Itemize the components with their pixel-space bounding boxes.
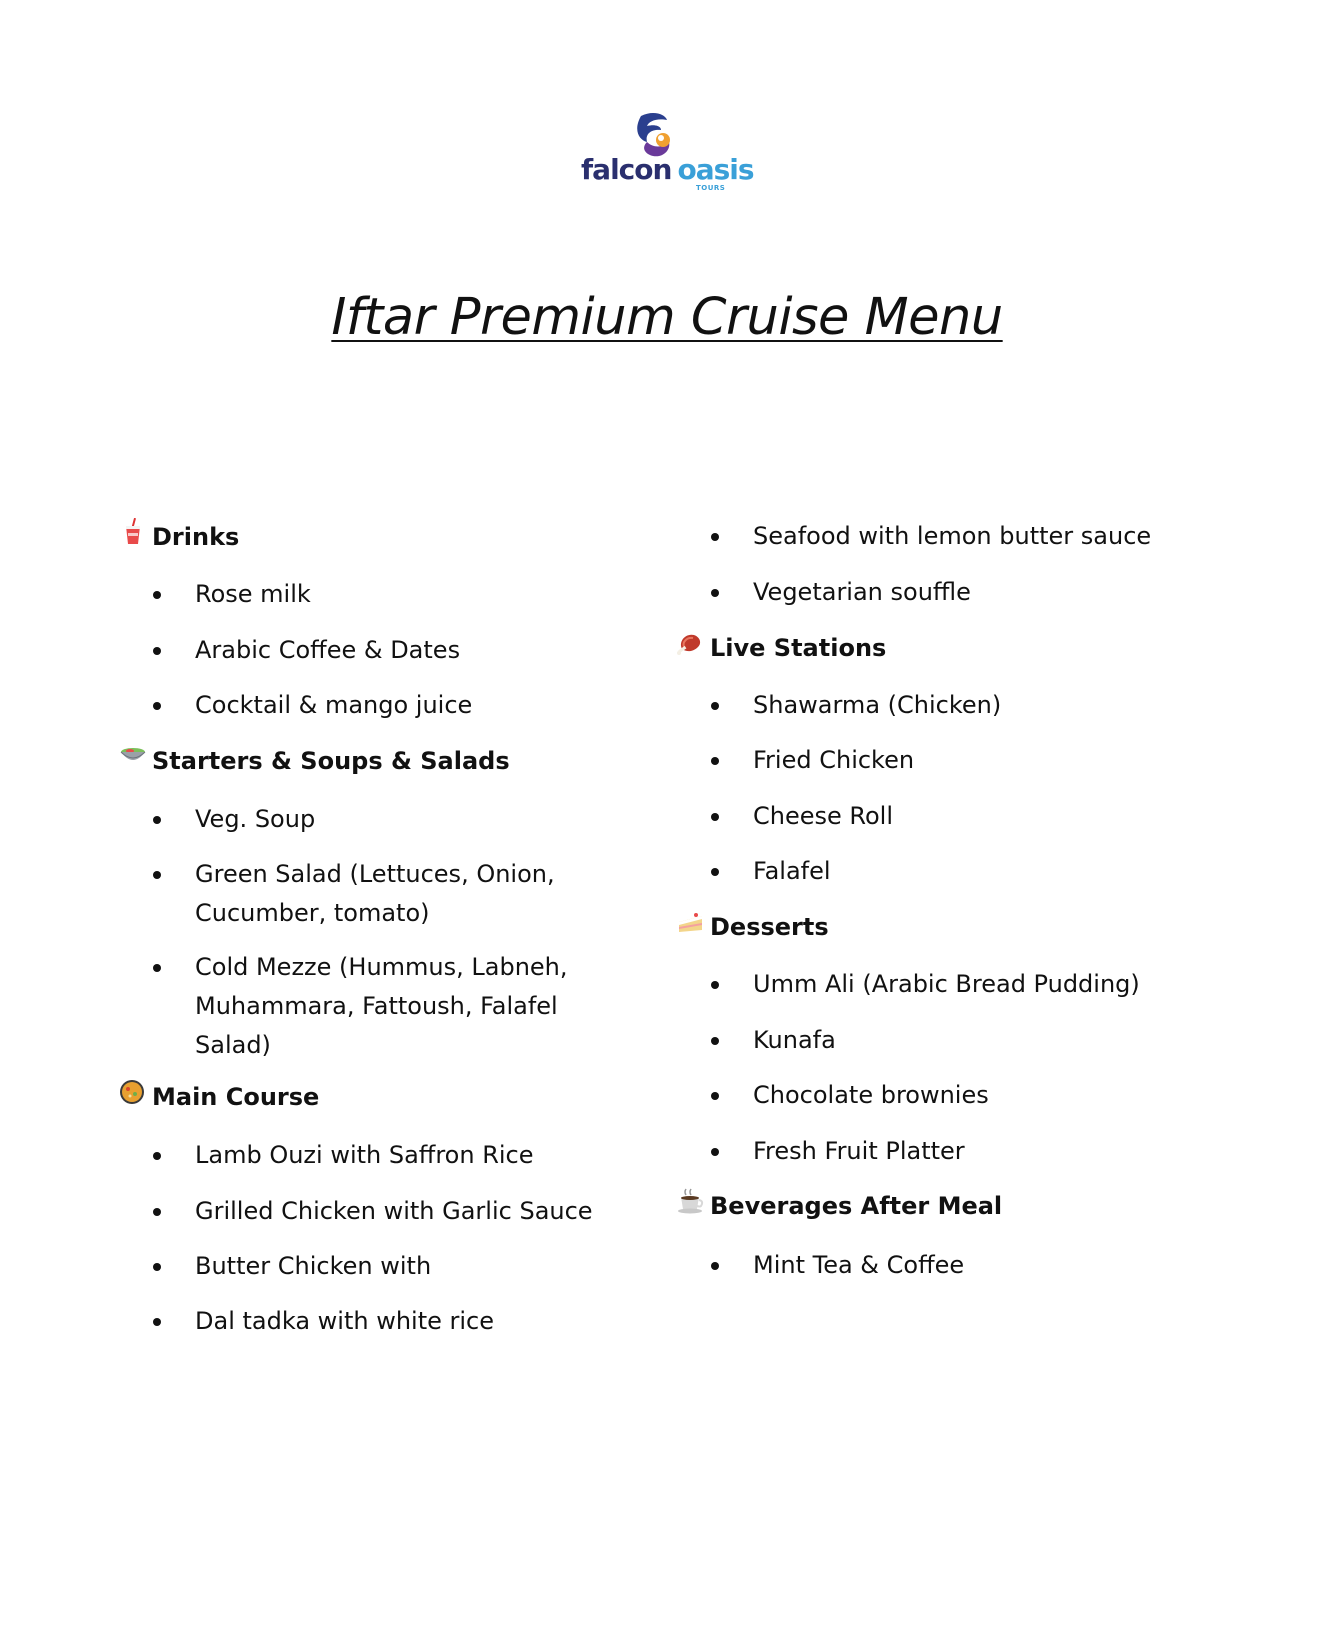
meat-on-bone-icon — [676, 629, 706, 659]
section-heading-beverages — [676, 1191, 1002, 1221]
list-item — [753, 852, 831, 891]
list-item-text: Cold Mezze (Hummus, Labneh, Muhammara, Fattoush, Falafel Salad) — [195, 953, 568, 1059]
list-item-text: Cocktail & mango juice — [195, 691, 473, 719]
list-item-text: Chocolate brownies — [753, 1081, 989, 1109]
section-heading-main-course — [118, 1082, 319, 1112]
list-item-text: Umm Ali (Arabic Bread Pudding) — [753, 970, 1140, 998]
bullet — [711, 533, 719, 541]
list-item — [195, 631, 460, 670]
cup-with-straw-icon — [118, 518, 148, 548]
list-item-text: Butter Chicken with — [195, 1252, 432, 1280]
list-item-text: Mint Tea & Coffee — [753, 1251, 965, 1279]
section-heading-label: Desserts — [710, 913, 829, 941]
list-item-text: Seafood with lemon butter sauce — [753, 522, 1152, 550]
bullet — [711, 1148, 719, 1156]
bullet — [711, 702, 719, 710]
falcon-logo-mark-icon — [627, 112, 677, 158]
list-item — [195, 800, 575, 839]
list-item — [195, 948, 575, 1065]
bullet — [153, 591, 161, 599]
paella-pan-icon — [118, 1078, 148, 1108]
list-item — [195, 855, 575, 933]
bullet — [711, 1262, 719, 1270]
list-item — [195, 1136, 534, 1175]
list-item-text: Arabic Coffee & Dates — [195, 636, 461, 664]
list-item — [753, 965, 1140, 1004]
bullet — [153, 816, 161, 824]
list-item — [753, 1076, 989, 1115]
bullet — [711, 868, 719, 876]
list-item-text: Shawarma (Chicken) — [753, 691, 1002, 719]
logo-word-oasis: oasis — [677, 153, 754, 186]
list-item-text: Cheese Roll — [753, 802, 894, 830]
section-heading-label: Drinks — [152, 523, 240, 551]
bullet — [711, 757, 719, 765]
bullet — [153, 647, 161, 655]
list-item-text: Lamb Ouzi with Saffron Rice — [195, 1141, 534, 1169]
cake-slice-icon — [676, 908, 706, 938]
bowl-icon — [118, 742, 148, 772]
list-item — [753, 686, 1001, 725]
section-heading-label: Live Stations — [710, 634, 887, 662]
bullet — [153, 702, 161, 710]
bullet — [711, 981, 719, 989]
section-heading-label: Beverages After Meal — [710, 1192, 1003, 1220]
bullet — [153, 1263, 161, 1271]
falcon-oasis-logo — [575, 112, 754, 194]
list-item-text: Veg. Soup — [195, 805, 316, 833]
section-heading-drinks — [118, 522, 239, 552]
list-item-text: Green Salad (Lettuces, Onion, Cucumber, tomato) — [195, 860, 555, 927]
bullet — [711, 589, 719, 597]
bullet — [153, 871, 161, 879]
list-item — [195, 575, 311, 614]
list-item — [195, 1302, 494, 1341]
list-item — [753, 573, 971, 612]
bullet — [153, 1318, 161, 1326]
section-heading-live-stations — [676, 633, 886, 663]
list-item-text: Fried Chicken — [753, 746, 915, 774]
list-item — [753, 1021, 836, 1060]
list-item — [753, 517, 1151, 556]
logo-wordmark — [581, 154, 754, 186]
bullet — [153, 1152, 161, 1160]
bullet — [153, 964, 161, 972]
list-item — [753, 797, 893, 836]
list-item — [753, 1132, 965, 1171]
list-item-text: Falafel — [753, 857, 831, 885]
bullet — [153, 1208, 161, 1216]
bullet — [711, 813, 719, 821]
list-item-text: Dal tadka with white rice — [195, 1307, 495, 1335]
page-title: Iftar Premium Cruise Menu — [331, 288, 1003, 347]
logo-subtitle: TOURS — [696, 184, 726, 192]
logo-word-falcon: falcon — [581, 153, 672, 186]
list-item — [753, 1246, 964, 1285]
list-item-text: Rose milk — [195, 580, 311, 608]
bullet — [711, 1037, 719, 1045]
list-item — [195, 1192, 593, 1231]
list-item — [753, 741, 914, 780]
section-heading-starters — [118, 746, 510, 776]
list-item — [195, 686, 472, 725]
list-item-text: Kunafa — [753, 1026, 836, 1054]
list-item — [195, 1247, 431, 1286]
list-item-text: Vegetarian souffle — [753, 578, 971, 606]
section-heading-label: Starters & Soups & Salads — [152, 747, 510, 775]
list-item-text: Grilled Chicken with Garlic Sauce — [195, 1197, 593, 1225]
section-heading-label: Main Course — [152, 1083, 320, 1111]
section-heading-desserts — [676, 912, 829, 942]
bullet — [711, 1092, 719, 1100]
list-item-text: Fresh Fruit Platter — [753, 1137, 965, 1165]
hot-beverage-icon — [676, 1187, 706, 1217]
